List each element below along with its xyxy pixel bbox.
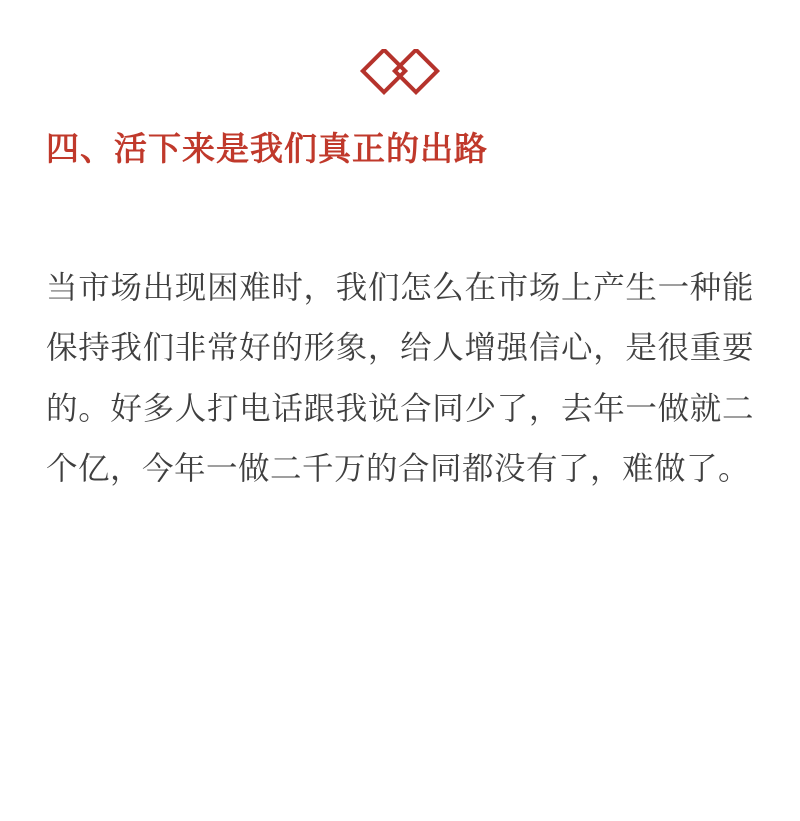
double-diamond-ornament-icon <box>345 49 455 107</box>
body-paragraph: 当市场出现困难时，我们怎么在市场上产生一种能保持我们非常好的形象，给人增强信心，是很重要的。好多人打电话跟我说合同少了，去年一做就二个亿，今年一做二千万的合同都没有了，难做了。 <box>46 268 754 487</box>
ornament-container <box>46 0 754 78</box>
page-title: 四、活下来是我们真正的出路 <box>46 130 488 167</box>
